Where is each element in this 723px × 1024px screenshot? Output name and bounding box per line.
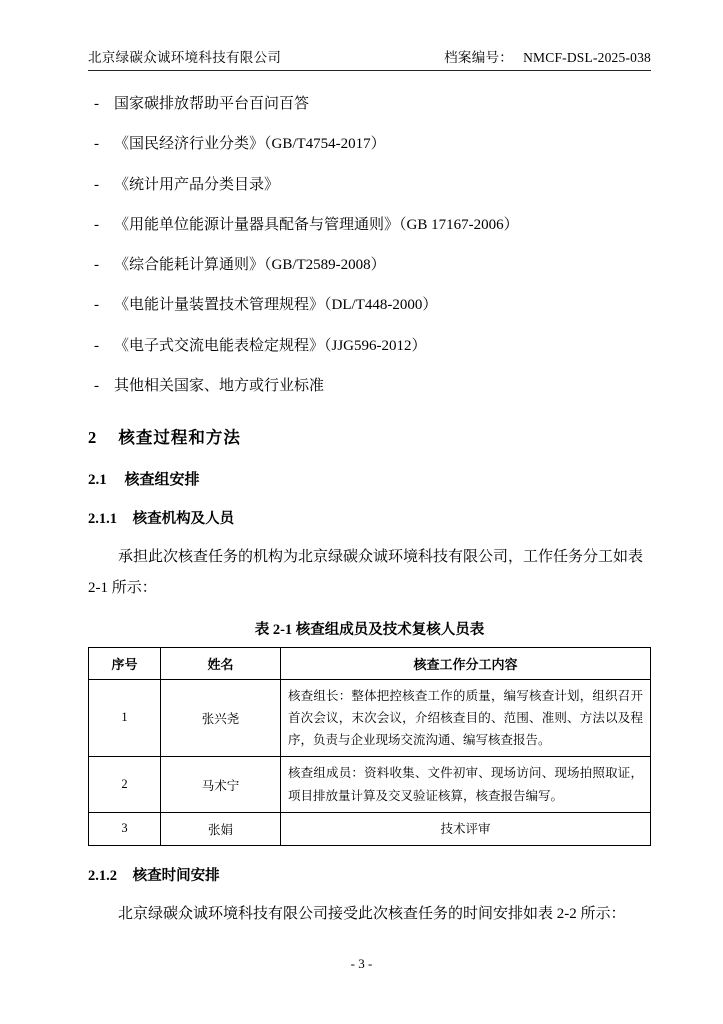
bullet-dash-icon: - — [94, 216, 99, 233]
list-item-text: 《综合能耗计算通则》（GB/T2589-2008） — [114, 257, 386, 273]
list-item — [88, 254, 651, 277]
paragraph-schedule: 北京绿碳众诚环境科技有限公司接受此次核查任务的时间安排如表 2-2 所示： — [118, 906, 626, 922]
list-item — [88, 174, 651, 197]
cell-index: 1 — [89, 679, 161, 757]
list-item-text: 国家碳排放帮助平台百问百答 — [114, 96, 310, 112]
section-heading-2 — [88, 424, 651, 448]
page-content — [88, 46, 651, 934]
section-number: 2.1 — [88, 472, 107, 488]
column-header-duties: 核查工作分工内容 — [281, 647, 651, 679]
header-company: 北京绿碳众诚环境科技有限公司 — [88, 50, 282, 65]
list-item-text: 《电能计量装置技术管理规程》（DL/T448-2000） — [114, 297, 438, 314]
verification-team-table — [88, 647, 651, 847]
bullet-dash-icon: - — [94, 96, 99, 112]
bullet-dash-icon: - — [94, 297, 99, 314]
list-item — [88, 335, 651, 358]
section-number: 2 — [88, 428, 98, 447]
cell-duties: 核查组成员：资料收集、文件初审、现场访问、现场拍照取证，项目排放量计算及交叉验证核算，核查报告编写。 — [281, 757, 651, 813]
header-code-group — [444, 46, 651, 66]
cell-name: 张娟 — [161, 812, 281, 845]
bullet-dash-icon: - — [94, 257, 99, 273]
list-item — [88, 294, 651, 317]
list-item-text: 其他相关国家、地方或行业标准 — [114, 377, 325, 394]
table-row — [89, 757, 651, 813]
table-caption: 表 2-1 核查组成员及技术复核人员表 — [254, 621, 485, 638]
list-item — [88, 133, 651, 156]
header-code-label: 档案编号： — [444, 50, 514, 65]
bullet-dash-icon: - — [94, 176, 99, 193]
bullet-dash-icon: - — [94, 337, 99, 354]
cell-name: 张兴尧 — [161, 679, 281, 757]
section-heading-2-1-2 — [88, 864, 651, 885]
list-item — [88, 375, 651, 398]
list-item-text: 《电子式交流电能表检定规程》（JJG596-2012） — [114, 337, 427, 354]
list-item-text: 《国民经济行业分类》（GB/T4754-2017） — [114, 136, 386, 153]
header-code-value: NMCF-DSL-2025-038 — [523, 50, 651, 65]
cell-name: 马术宁 — [161, 757, 281, 813]
list-item-text: 《统计用产品分类目录》 — [114, 176, 280, 193]
column-header-name: 姓名 — [161, 647, 281, 679]
section-title: 核查时间安排 — [132, 868, 220, 884]
table-row — [89, 679, 651, 757]
table-row — [89, 812, 651, 845]
list-item — [88, 214, 651, 237]
bullet-dash-icon: - — [94, 377, 99, 394]
list-item — [88, 93, 651, 116]
cell-index: 2 — [89, 757, 161, 813]
page-number: - 3 - — [350, 956, 373, 971]
section-heading-2-1-1 — [88, 507, 651, 528]
cell-duties: 核查组长：整体把控核查工作的质量，编写核查计划，组织召开首次会议，末次会议，介绍核查目的、范围、准则、方法以及程序，负责与企业现场交流沟通、编写核查报告。 — [281, 679, 651, 757]
list-item-text: 《用能单位能源计量器具配备与管理通则》（GB 17167-2006） — [114, 216, 519, 233]
column-header-index: 序号 — [89, 647, 161, 679]
cell-duties: 技术评审 — [281, 812, 651, 845]
table-header-row — [89, 647, 651, 679]
page-header — [88, 46, 651, 71]
section-number: 2.1.1 — [88, 511, 117, 527]
cell-index: 3 — [89, 812, 161, 845]
section-number: 2.1.2 — [88, 868, 117, 884]
paragraph-verification-org: 承担此次核查任务的机构为北京绿碳众诚环境科技有限公司，工作任务分工如表 2-1 所示： — [88, 549, 644, 596]
section-title: 核查组安排 — [124, 472, 200, 488]
section-heading-2-1 — [88, 468, 651, 489]
section-title: 核查过程和方法 — [118, 428, 241, 447]
section-title: 核查机构及人员 — [132, 511, 235, 527]
page-footer — [0, 956, 723, 972]
bullet-dash-icon: - — [94, 136, 99, 153]
standards-bullet-list — [88, 93, 651, 398]
